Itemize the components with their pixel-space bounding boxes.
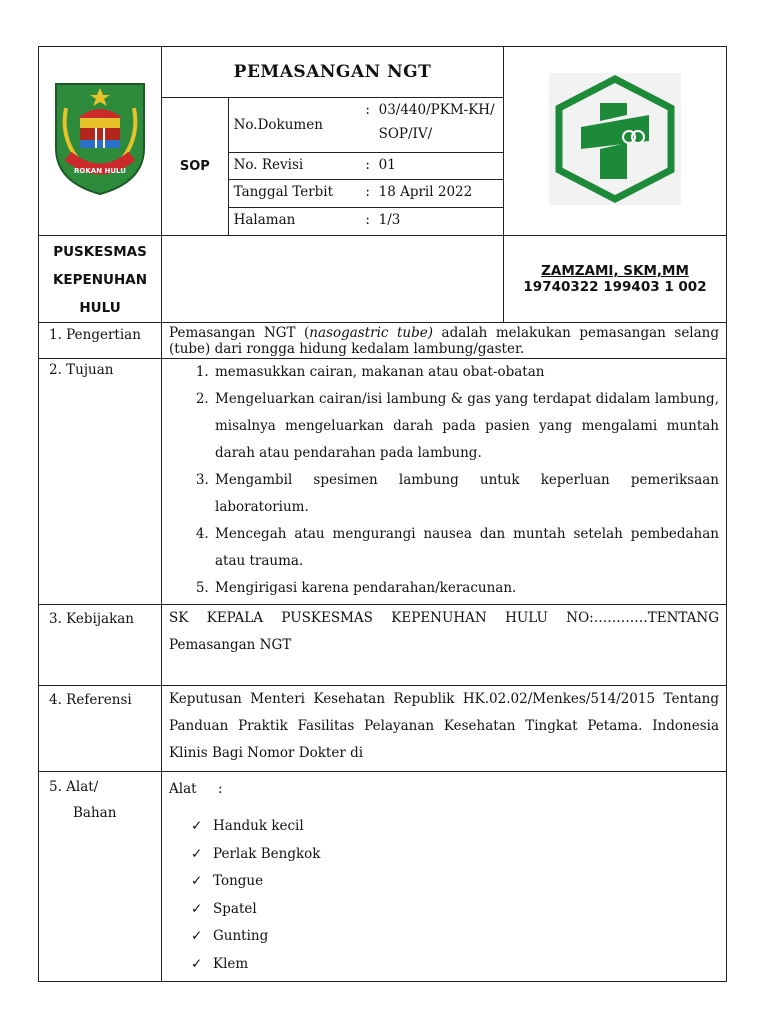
label-alat [39,772,162,982]
check-icon: ✓ [191,818,203,834]
list-item [191,951,719,979]
list-item: 4. Mencegah atau mengurangi nausea dan muntah setelah pembedahan atau trauma. [213,521,719,575]
document-meta [162,98,503,235]
list-item [191,896,719,924]
sop-label: SOP [162,98,229,235]
pengertian-text-italic: nasogastric tube) [309,325,434,341]
sop-table [38,46,727,982]
label-kebijakan: 3. Kebijakan [39,605,162,686]
content-referensi: Keputusan Menteri Kesehatan Republik HK.02.02/Menkes/514/2015 Tentang Panduan Praktik Fasilitas Pelayanan Kesehatan Tingkat Petama. Indonesia Klinis Bagi Nomor Dokter di [162,686,727,772]
meta-value-tanggal: 18 April 2022 [374,179,503,207]
list-item: 3. Mengambil spesimen lambung untuk keperluan pemeriksaan laboratorium. [213,467,719,521]
pengertian-text-a: Pemasangan NGT ( [169,325,310,341]
pengertian-text-b: adalah melakukan pemasangan selang (tube) dari rongga hidung kedalam lambung/gaster. [169,325,720,357]
list-item [191,841,719,869]
empty-cell [162,236,504,323]
logo-lettering: ROKAN HULU [74,167,126,175]
meta-value-dokumen: 03/440/PKM-KH/SOP/IV/ [374,98,503,152]
meta-table [229,98,503,235]
alat-item: Perlak Bengkok [213,845,321,862]
label-tujuan: 2. Tujuan [39,359,162,605]
document-title: PEMASANGAN NGT [162,47,503,98]
check-icon: ✓ [191,900,203,917]
signer-name: ZAMZAMI, SKM,MM [541,263,689,279]
alat-item: Tongue [213,873,264,889]
content-pengertian [162,323,727,359]
puskesmas-cross-logo-icon [545,71,685,207]
sop-document [38,46,726,975]
list-item [191,813,719,841]
alat-item: Spatel [213,900,257,917]
content-alat [162,772,727,982]
meta-value-revisi: 01 [374,152,503,179]
meta-value-halaman: 1/3 [378,211,401,228]
alat-checklist [169,813,719,978]
puskesmas-logo-cell [504,47,727,236]
label-alat-line1: 5. Alat/ [49,779,99,795]
check-icon: ✓ [191,928,203,944]
label-referensi: 4. Referensi [39,686,162,772]
label-alat-line2: Bahan [73,805,117,821]
meta-colon: : [365,211,370,228]
label-pengertian: 1. Pengertian [39,323,162,359]
check-icon: ✓ [191,955,203,972]
alat-heading: Alat : [169,781,223,797]
meta-colon: : [362,152,374,179]
alat-item: Klem [213,955,249,972]
meta-label-tanggal: Tanggal Terbit [229,179,362,207]
list-item: 1. memasukkan cairan, makanan atau obat-obatan [213,359,719,386]
regency-logo-cell [39,47,162,236]
list-item: 5. Mengirigasi karena pendarahan/keracunan. [213,575,719,602]
rokan-hulu-logo-icon [50,78,150,200]
signature-block [504,236,727,323]
content-tujuan [162,359,727,605]
alat-item: Gunting [213,928,269,944]
org-name: PUSKESMAS KEPENUHAN HULU [39,236,162,323]
list-item [191,923,719,951]
content-kebijakan: SK KEPALA PUSKESMAS KEPENUHAN HULU NO:…………TENTANG Pemasangan NGT [162,605,727,686]
meta-colon: : [362,98,374,152]
signer-nip: 19740322 199403 1 002 [523,279,707,295]
meta-label-revisi: No. Revisi [229,152,362,179]
meta-colon: : [362,179,374,207]
list-item [191,868,719,896]
meta-label-dokumen: No.Dokumen [229,98,362,152]
meta-label-halaman: Halaman [233,211,296,228]
check-icon: ✓ [191,845,203,862]
tujuan-list [169,359,719,602]
check-icon: ✓ [191,873,203,889]
alat-item: Handuk kecil [213,818,304,834]
title-block [162,47,504,236]
list-item: 2. Mengeluarkan cairan/isi lambung & gas yang terdapat didalam lambung, misalnya mengeluarkan darah pada pasien yang mengalami muntah darah atau pendarahan pada lambung. [213,386,719,467]
